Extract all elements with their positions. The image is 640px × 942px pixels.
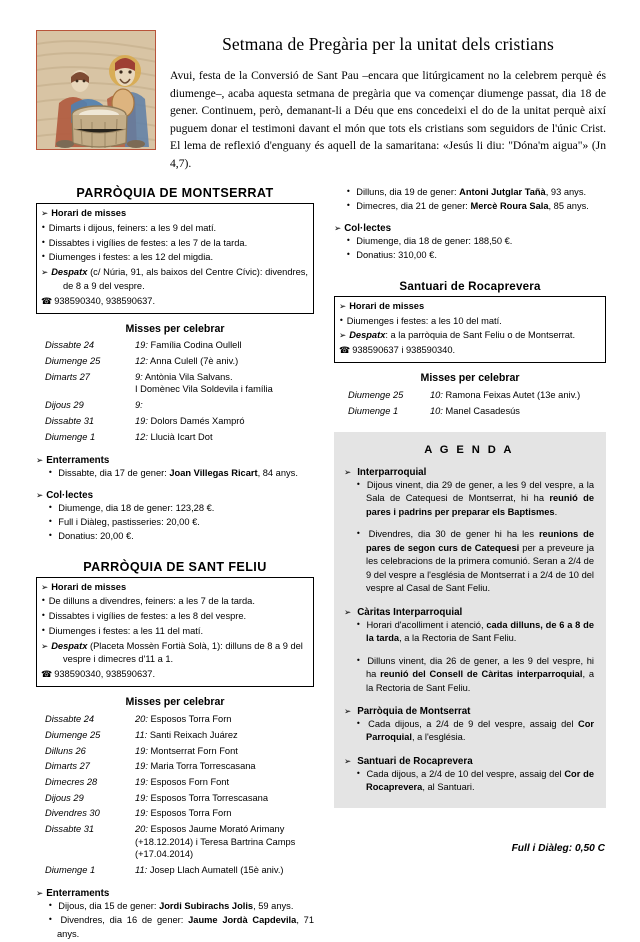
- burial-item: • Dilluns, dia 19 de gener: Antoni Jutglar Tañà, 93 anys.: [346, 187, 587, 197]
- mass-day: Dissabte 24: [45, 340, 95, 351]
- mass-hour: 19:: [135, 415, 148, 426]
- mass-day: Diumenge 1: [45, 865, 96, 876]
- phone-icon: ☎: [339, 346, 351, 357]
- mass-hour: 19:: [135, 761, 148, 772]
- agenda-groups: [344, 467, 594, 795]
- arrow-icon: ➢: [41, 209, 49, 219]
- agenda-item: • Dijous vinent, dia 29 de gener, a les 9 del vespre, a la Sala de Catequesi de Montserrat, hi ha reunió de pares i padrins per preparar els Baptismes.: [356, 479, 595, 517]
- section-parroquia-sant-feliu: [36, 560, 314, 941]
- deceased-name: Jaume Jordà Capdevila: [188, 915, 297, 926]
- mass-hour: 20:: [135, 824, 148, 835]
- santfeliu-masses-table: [36, 711, 314, 878]
- jesus-samaritan-well-illustration: [36, 30, 156, 150]
- schedule-line: • Dissabtes i vigílies de festes: a les 7 de la tarda.: [41, 237, 248, 248]
- phone-icon: ☎: [41, 670, 53, 681]
- santfeliu-collectes-list: [334, 235, 606, 262]
- mass-detail: 19: Maria Torra Torrescasana: [135, 761, 256, 772]
- deceased-name: Jordi Subirachs Jolis: [159, 901, 254, 912]
- agenda-item: • Dilluns vinent, dia 26 de gener, a les 9 del vespre, hi ha reunió del Consell de Càritas interparroquial, a la Rectoria de Sant Feliu.: [356, 655, 594, 693]
- list-item: • Donatius: 20,00 €.: [48, 531, 134, 542]
- bullet-icon: •: [41, 252, 46, 262]
- bullet-icon: •: [41, 222, 46, 232]
- mass-row: [36, 711, 314, 727]
- bullet-icon: •: [346, 187, 354, 196]
- mass-day: Dissabte 24: [45, 714, 95, 725]
- mass-row: [334, 387, 606, 403]
- mass-hour: 19:: [135, 340, 148, 351]
- bullet-icon: •: [346, 236, 354, 246]
- mass-day: Diumenge 1: [45, 431, 96, 442]
- santfeliu-schedule-box: [36, 577, 314, 688]
- mass-detail: 20: Esposos Jaume Morató Arimany (+18.12.2014) i Teresa Bartrina Camps (+17.04.2014): [135, 824, 296, 860]
- rocaprevera-title: Santuari de Rocaprevera: [399, 279, 541, 293]
- list-item: • Diumenge, dia 18 de gener: 188,50 €.: [346, 236, 513, 247]
- mass-hour: 10:: [430, 390, 443, 401]
- burial-item: • Dimecres, dia 21 de gener: Mercè Roura Sala, 85 anys.: [346, 200, 589, 211]
- left-column: [36, 186, 314, 942]
- burial-item: • Divendres, dia 16 de gener: Jaume Jordà Capdevila, 71 anys.: [48, 915, 314, 939]
- agenda-emphasis: Cor de Rocaprevera: [366, 768, 594, 793]
- burial-item: • Dijous, dia 15 de gener: Jordi Subirachs Jolis, 59 anys.: [48, 901, 294, 912]
- agenda-title: A G E N D A: [424, 443, 514, 456]
- santfeliu-masses-heading: Misses per celebrar: [125, 696, 225, 709]
- mass-detail: 12: Llucià Icart Dot: [135, 431, 213, 442]
- montserrat-despatx: [41, 266, 308, 294]
- page-title: Setmana de Pregària per la unitat dels cristians: [222, 34, 554, 54]
- agenda-emphasis: cada dilluns, de 6 a 8 de la tarda: [366, 619, 594, 644]
- santfeliu-enterraments-heading: ➢ Enterraments: [36, 888, 110, 900]
- mass-day: Dissabte 31: [45, 824, 95, 835]
- agenda-item: • Divendres, dia 30 de gener hi ha les reunions de pares de segon curs de Catequesi per a preveure ja les celebracions de la primera comunió. Seran a 2/4 de 9 del vespre a l'església de Montserrat i a 2/4 de 10 del vespre al Casal de Sant Feliu.: [356, 529, 594, 594]
- montserrat-schedule-box: [36, 203, 314, 314]
- schedule-line: • Dimarts i dijous, feiners: a les 9 del matí.: [41, 222, 217, 233]
- agenda-emphasis: reunió de pares i padrins per preparar els Baptismes: [366, 493, 595, 517]
- arrow-icon: ➢: [41, 582, 49, 593]
- montserrat-collectes-list: [36, 502, 314, 543]
- mass-detail: 19: Esposos Torra Torrescasana: [135, 792, 268, 803]
- rocaprevera-masses-heading: Misses per celebrar: [420, 372, 520, 385]
- santfeliu-despatx: [41, 640, 308, 668]
- montserrat-masses-table: [36, 338, 314, 445]
- bullet-icon: •: [41, 625, 46, 635]
- bullet-icon: •: [356, 479, 364, 489]
- list-item: • Diumenge, dia 18 de gener: 123,28 €.: [48, 503, 215, 514]
- santfeliu-masses-body: [36, 711, 314, 878]
- schedule-line: • Diumenges i festes: a les 11 del matí.: [41, 625, 204, 636]
- montserrat-collectes-heading: ➢ Col·lectes: [36, 490, 94, 502]
- mass-day: Dilluns 26: [45, 745, 86, 756]
- mass-day: Dissabte 31: [45, 415, 95, 426]
- deceased-name: Mercè Roura Sala: [470, 200, 549, 211]
- mass-detail: 11: Santi Reixach Juárez: [135, 729, 238, 740]
- agenda-group: [344, 467, 594, 596]
- arrow-icon: ➢: [344, 467, 355, 478]
- montserrat-enterraments-heading: ➢ Enterraments: [36, 454, 110, 466]
- agenda-item-list: [344, 718, 594, 745]
- bullet-icon: •: [48, 915, 58, 925]
- footer-price: Full i Diàleg: 0,50 C: [511, 843, 605, 854]
- mass-row: [36, 354, 314, 370]
- section-parroquia-montserrat: [36, 186, 314, 544]
- mass-detail: 19: Família Codina Oullell: [135, 340, 242, 351]
- bullet-icon: •: [346, 250, 354, 260]
- mass-detail: 12: Anna Culell (7è aniv.): [135, 356, 239, 367]
- agenda-item-list: [344, 619, 594, 695]
- montserrat-phones: ☎ 938590340, 938590637.: [41, 295, 156, 307]
- agenda-item: • Cada dijous, a 2/4 de 9 del vespre, assaig del Cor Parroquial, a l'església.: [356, 719, 594, 743]
- mass-row: [36, 822, 314, 863]
- arrow-icon: ➢: [344, 607, 355, 618]
- arrow-icon: ➢: [339, 301, 347, 312]
- list-item: • Full i Diàleg, pastisseries: 20,00 €.: [48, 517, 200, 528]
- mass-hour: 11:: [135, 729, 148, 740]
- agenda-item: • Horari d'acolliment i atenció, cada dilluns, de 6 a 8 de la tarda, a la Rectoria de Sant Feliu.: [356, 619, 594, 644]
- mass-row: [36, 806, 314, 822]
- rocaprevera-schedule-box: [334, 296, 606, 364]
- rocaprevera-despatx: [339, 329, 600, 343]
- agenda-group: [344, 756, 594, 795]
- mass-hour: 19:: [135, 792, 148, 803]
- agenda-emphasis: Cor Parroquial: [366, 719, 594, 743]
- burial-item: • Dissabte, dia 17 de gener: Joan Villegas Ricart, 84 anys.: [48, 467, 298, 478]
- rocaprevera-phones: ☎ 938590637 i 938590340.: [339, 345, 456, 357]
- mass-day: Diumenge 25: [45, 356, 101, 367]
- deceased-name: Antoni Jutglar Tañà: [459, 187, 546, 197]
- bullet-icon: •: [356, 655, 365, 665]
- arrow-icon: ➢: [41, 268, 49, 278]
- mass-detail: 20: Esposos Torra Forn: [135, 714, 232, 725]
- mass-row: [36, 743, 314, 759]
- schedule-line: • De dilluns a divendres, feiners: a les 7 de la tarda.: [41, 596, 255, 607]
- mass-row: [36, 413, 314, 429]
- montserrat-enterraments-list: [36, 467, 314, 480]
- santfeliu-title: PARRÒQUIA DE SANT FELIU: [83, 559, 267, 574]
- mass-hour: 19:: [135, 745, 148, 756]
- mass-detail: 11: Josep Llach Aumatell (15è aniv.): [135, 865, 284, 876]
- agenda-emphasis: reunió del Consell de Càritas interparroquial: [380, 669, 583, 680]
- mass-day: Dimecres 28: [45, 776, 98, 787]
- bullet-icon: •: [356, 719, 366, 728]
- mass-hour: 19:: [135, 808, 148, 819]
- arrow-icon: ➢: [36, 889, 44, 900]
- rocaprevera-masses-table: [334, 387, 606, 418]
- agenda-item-list: [344, 768, 594, 795]
- schedule-line: • Diumenges i festes: a les 10 del matí.: [339, 315, 502, 326]
- santfeliu-enterraments-list: [36, 900, 314, 941]
- bullet-icon: •: [41, 611, 46, 621]
- arrow-icon: ➢: [36, 491, 44, 502]
- schedule-line: • Diumenges i festes: a les 12 del migdia.: [41, 252, 214, 263]
- mass-day: Divendres 30: [45, 808, 100, 819]
- arrow-icon: ➢: [344, 756, 355, 767]
- mass-hour: 12:: [135, 356, 148, 367]
- bullet-icon: •: [48, 467, 56, 477]
- section-santuari-rocaprevera: [334, 280, 606, 419]
- bullet-icon: •: [41, 237, 46, 247]
- mass-day: Dimarts 27: [45, 761, 90, 772]
- mass-hour: 12:: [135, 431, 148, 442]
- document-header: [36, 30, 606, 173]
- mass-hour: 20:: [135, 714, 148, 725]
- mass-row: [36, 790, 314, 806]
- mass-day: Diumenge 25: [45, 729, 101, 740]
- agenda-item: • Cada dijous, a 2/4 de 10 del vespre, assaig del Cor de Rocaprevera, al Santuari.: [356, 768, 594, 793]
- schedule-line: • Dissabtes i vigílies de festes: a les 8 del vespre.: [41, 611, 247, 622]
- mass-day: Diumenge 1: [348, 405, 399, 416]
- santfeliu-enterraments-continued: [334, 186, 606, 213]
- montserrat-masses-body: [36, 338, 314, 445]
- despatx-label: Despatx: [349, 330, 386, 341]
- mass-row: [36, 398, 314, 414]
- arrow-icon: ➢: [334, 224, 342, 235]
- mass-row: [36, 774, 314, 790]
- agenda-group: [344, 607, 594, 695]
- despatx-text: : a la parròquia de Sant Feliu o de Montserrat.: [385, 330, 576, 341]
- bullet-icon: •: [48, 503, 56, 513]
- bullet-icon: •: [356, 768, 364, 778]
- mass-detail: [133, 398, 314, 414]
- lead-paragraph: Avui, festa de la Conversió de Sant Pau –encara que litúrgicament no la celebrem perquè és diumenge–, acaba aquesta setmana de pregària que va començar diumenge passat, dia 18 de gener. Continuem, però, demanant-li a Déu que ens concedeixi el do de la unitat perquè així puguem donar el testimoni davant el món que tots els cristians som seguidors de l'únic Crist. El lema de reflexió d'enguany és aquell de la samaritana: «Jesús li diu: "Dóna'm aigua"» (Jn 4,7).: [170, 69, 606, 171]
- arrow-icon: ➢: [41, 641, 49, 652]
- agenda-panel: [334, 432, 606, 808]
- despatx-text: (c/ Núria, 91, als baixos del Centre Cívic): divendres, de 8 a 9 del vespre.: [63, 267, 308, 291]
- deceased-name: Joan Villegas Ricart: [169, 467, 258, 478]
- bullet-icon: •: [48, 517, 56, 527]
- arrow-icon: ➢: [344, 707, 355, 717]
- despatx-label: Despatx: [51, 640, 88, 651]
- arrow-icon: ➢: [339, 331, 347, 342]
- arrow-icon: ➢: [36, 455, 44, 466]
- list-item: • Donatius: 310,00 €.: [346, 250, 437, 261]
- bullet-icon: •: [48, 901, 56, 911]
- mass-day: Dijous 29: [45, 400, 84, 411]
- bullet-icon: •: [48, 531, 56, 541]
- mass-hour: 9:: [135, 371, 143, 382]
- mass-day: Dijous 29: [45, 792, 84, 803]
- right-column: [334, 186, 606, 808]
- rocaprevera-schedule-heading: ➢ Horari de misses: [339, 300, 425, 312]
- mass-day: Diumenge 25: [348, 390, 404, 401]
- bullet-icon: •: [356, 619, 364, 629]
- agenda-group-heading: ➢ Santuari de Rocaprevera: [344, 755, 473, 767]
- mass-detail: 10: Manel Casadesús: [430, 405, 520, 416]
- agenda-group-heading: ➢ Interparroquial: [344, 466, 427, 478]
- rocaprevera-masses-body: [334, 387, 606, 418]
- mass-hour: 9:: [135, 400, 143, 411]
- mass-row: [36, 727, 314, 743]
- montserrat-title: PARRÒQUIA DE MONTSERRAT: [76, 186, 274, 200]
- mass-detail: 9: Antònia Vila Salvans. I Domènec Vila Soldevila i família: [135, 371, 273, 395]
- mass-hour: 10:: [430, 405, 443, 416]
- mass-row: [36, 429, 314, 445]
- phone-icon: ☎: [41, 296, 53, 307]
- mass-row: [36, 338, 314, 354]
- montserrat-masses-heading: Misses per celebrar: [125, 322, 225, 335]
- mass-row: [36, 862, 314, 878]
- mass-row: [36, 369, 314, 397]
- despatx-label: Despatx: [51, 267, 88, 277]
- bullet-icon: •: [346, 200, 354, 210]
- mass-detail: 19: Montserrat Forn Font: [135, 745, 238, 756]
- mass-detail: 19: Esposos Forn Font: [135, 776, 230, 787]
- mass-detail: 19: Dolors Damés Xampró: [135, 415, 245, 426]
- santfeliu-phones: ☎ 938590340, 938590637.: [41, 669, 156, 681]
- bullet-icon: •: [41, 596, 46, 606]
- mass-hour: 19:: [135, 776, 148, 787]
- despatx-text: (Placeta Mossèn Fortià Solà, 1): dilluns de 8 a 9 del vespre i dimecres d'11 a 1.: [63, 640, 303, 665]
- mass-detail: 10: Ramona Feixas Autet (13e aniv.): [430, 390, 581, 401]
- agenda-group: [344, 706, 594, 745]
- agenda-emphasis: reunions de pares de segon curs de Catequesi: [366, 529, 594, 553]
- agenda-group-heading: ➢ Parròquia de Montserrat: [344, 706, 471, 717]
- mass-row: [36, 759, 314, 775]
- mass-hour: 11:: [135, 865, 148, 876]
- agenda-item-list: [344, 479, 594, 596]
- bullet-icon: •: [356, 529, 366, 539]
- mass-day: Dimarts 27: [45, 371, 90, 382]
- bullet-icon: •: [339, 315, 344, 325]
- mass-row: [334, 403, 606, 419]
- santfeliu-schedule-heading: ➢ Horari de misses: [41, 581, 127, 593]
- mass-detail: 19: Esposos Torra Forn: [135, 808, 232, 819]
- santfeliu-collectes-heading: ➢ Col·lectes: [334, 223, 392, 235]
- agenda-group-heading: ➢ Càritas Interparroquial: [344, 606, 463, 618]
- montserrat-schedule-heading: ➢ Horari de misses: [41, 208, 127, 219]
